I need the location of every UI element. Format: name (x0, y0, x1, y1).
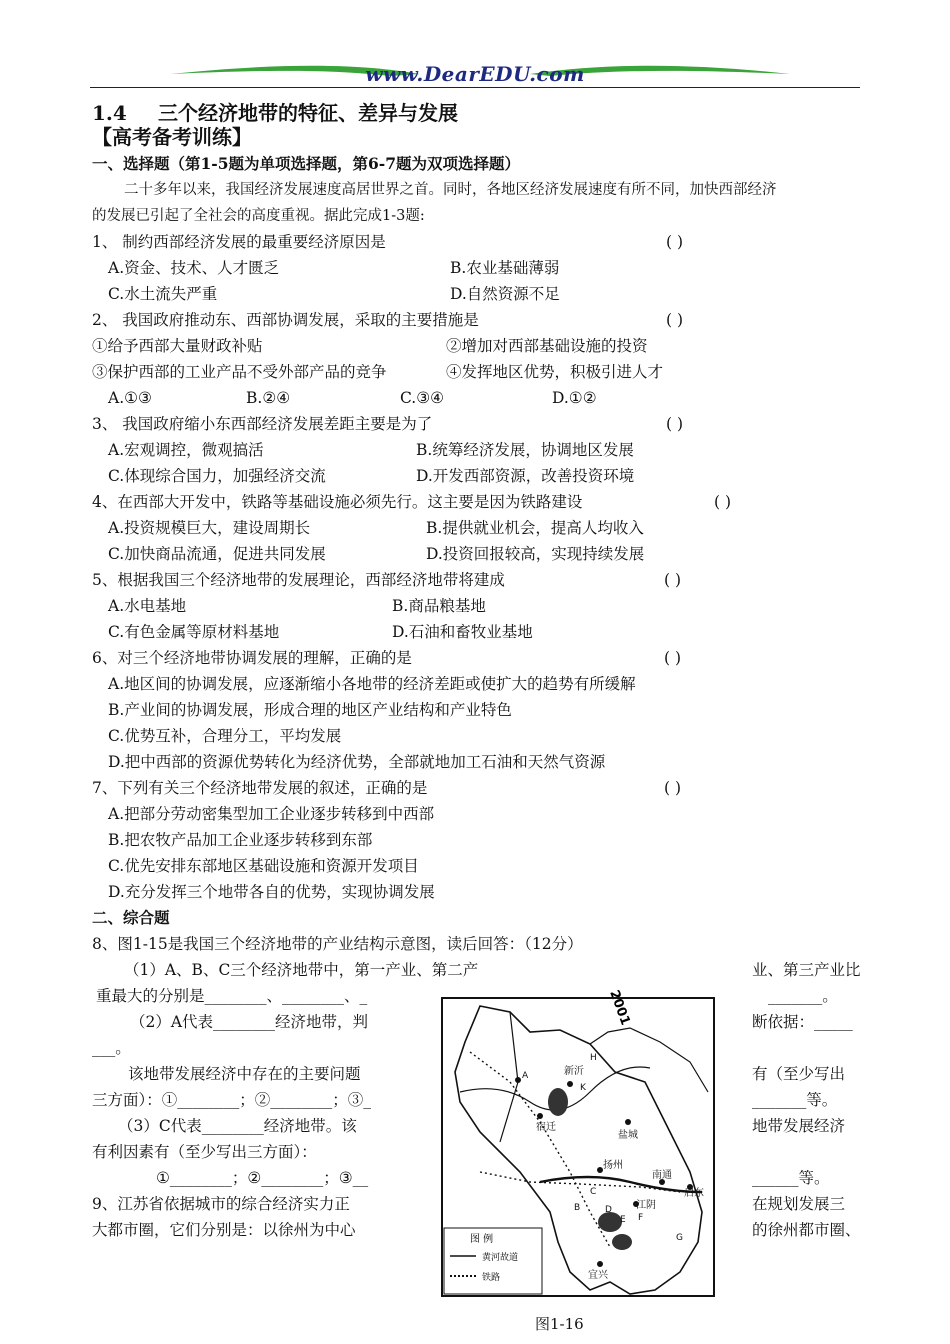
site-banner (90, 60, 860, 92)
q1-option-a: A.资金、技术、人才匮乏 (108, 259, 280, 277)
q1-option-d: D.自然资源不足 (450, 285, 560, 303)
lake-3 (612, 1234, 632, 1250)
q8-stem: 8、图1-15是我国三个经济地带的产业结构示意图，读后回答：（12分） (92, 935, 583, 953)
section-number: 1.4 (92, 101, 127, 125)
q2-item-1: ①给予西部大量财政补贴 (92, 337, 263, 355)
q9-line-1-right: 在规划发展三 (752, 1195, 846, 1213)
label-c: C (590, 1187, 597, 1197)
section1-heading: 一、选择题（第1-5题为单项选择题，第6-7题为双项选择题） (92, 154, 521, 173)
label-e: E (620, 1215, 626, 1225)
q3-option-c: C.体现综合国力，加强经济交流 (108, 467, 326, 485)
page-subtitle: 【高考备考训练】 (92, 125, 252, 149)
q6-stem: 6、对三个经济地带协调发展的理解，正确的是 (92, 649, 412, 667)
q7-option-d: D.充分发挥三个地带各自的优势，实现协调发展 (108, 883, 435, 901)
q1-stem: 1、 制约西部经济发展的最重要经济原因是 (92, 233, 386, 251)
railway-2 (480, 1172, 680, 1192)
intro-line-1: 二十多年以来，我国经济发展速度高居世界之首。同时，各地区经济发展速度有所不同，加快西部经济 (124, 182, 777, 198)
city-suqian: 宿迁 (536, 1122, 556, 1133)
city-qidong: 启东 (684, 1188, 704, 1199)
map-drawing (440, 972, 716, 1300)
q2-answer-paren: ( ) (666, 311, 684, 329)
q8-line-5-left: 该地带发展经济中存在的主要问题 (128, 1065, 361, 1083)
q8-line-6-right: _______等。 (752, 1091, 838, 1109)
q7-stem: 7、下列有关三个经济地带发展的叙述，正确的是 (92, 779, 428, 797)
q7-option-b: B.把农牧产品加工企业逐步转移到东部 (108, 831, 373, 849)
q8-line-1-right: 业、第三产业比 (752, 961, 861, 979)
city-yangzhou: 扬州 (603, 1160, 623, 1171)
q5-answer-paren: ( ) (664, 571, 682, 589)
jiangsu-map-figure (440, 972, 716, 1300)
label-f: F (638, 1213, 644, 1223)
q2-item-4: ④发挥地区优势，积极引进人才 (446, 363, 664, 381)
label-b: B (574, 1203, 581, 1213)
header-rule (90, 87, 860, 88)
railway-1 (470, 1052, 610, 1247)
q8-line-5-right: 有（至少写出 (752, 1065, 846, 1083)
intro-line-2: 的发展已引起了全社会的高度重视。据此完成1-3题: (92, 208, 425, 224)
q4-option-b: B.提供就业机会，提高人均收入 (426, 519, 644, 537)
q3-option-a: A.宏观调控，微观搞活 (108, 441, 264, 459)
q3-option-d: D.开发西部资源，改善投资环境 (416, 467, 635, 485)
legend-title: 图 例 (470, 1234, 494, 1245)
q3-answer-paren: ( ) (666, 415, 684, 433)
q1-option-b: B.农业基础薄弱 (450, 259, 560, 277)
q5-option-b: B.商品粮基地 (392, 597, 486, 615)
q2-item-2: ②增加对西部基础设施的投资 (446, 337, 648, 355)
q4-option-d: D.投资回报较高，实现持续发展 (426, 545, 645, 563)
q9-line-2-left: 大都市圈，它们分别是：以徐州为中心 (92, 1221, 356, 1239)
lake-1 (548, 1088, 568, 1116)
q9-line-1-left: 9、江苏省依据城市的综合经济实力正 (92, 1195, 350, 1213)
q1-option-c: C.水土流失严重 (108, 285, 218, 303)
q2-stem: 2、 我国政府推动东、西部协调发展，采取的主要措施是 (92, 311, 479, 329)
q2-option-b: B.②④ (246, 389, 291, 407)
q1-answer-paren: ( ) (666, 233, 684, 251)
q5-stem: 5、根据我国三个经济地带的发展理论，西部经济地带将建成 (92, 571, 505, 589)
page-title: 三个经济地带的特征、差异与发展 (158, 101, 458, 125)
q8-line-4: ___。 (92, 1039, 131, 1057)
q5-option-c: C.有色金属等原材料基地 (108, 623, 280, 641)
q8-line-8: 有利因素有（至少写出三方面）： (92, 1143, 317, 1161)
q5-option-a: A.水电基地 (108, 597, 187, 615)
coastline (590, 1028, 708, 1092)
figure-caption: 图1-16 (535, 1315, 584, 1333)
q8-line-2-right: _______。 (768, 987, 838, 1005)
q4-answer-paren: ( ) (714, 493, 732, 511)
q8-line-9-right: ______等。 (752, 1169, 830, 1187)
section2-heading: 二、综合题 (92, 908, 170, 927)
q6-option-d: D.把中西部的资源优势转化为经济优势，全部就地加工石油和天然气资源 (108, 753, 606, 771)
q6-option-a: A.地区间的协调发展，应逐渐缩小各地带的经济差距或使扩大的趋势有所缓解 (108, 675, 636, 693)
q8-line-3-left: （2）A代表________经济地带，判 (130, 1013, 369, 1031)
q8-line-7-left: （3）C代表________经济地带。该 (118, 1117, 357, 1135)
q8-line-1-left: （1）A、B、C三个经济地带中，第一产业、第二产 (124, 961, 479, 979)
city-nantong: 南通 (652, 1170, 672, 1181)
city-xinyi: 新沂 (564, 1066, 584, 1077)
q8-line-7-right: 地带发展经济 (752, 1117, 846, 1135)
q7-option-a: A.把部分劳动密集型加工企业逐步转移到中西部 (108, 805, 435, 823)
label-d: D (605, 1205, 612, 1215)
q3-stem: 3、 我国政府缩小东西部经济发展差距主要是为了 (92, 415, 433, 433)
legend-river-label: 黄河故道 (482, 1253, 519, 1263)
q8-line-6-left: 三方面）：①________；②________；③_ (92, 1091, 372, 1109)
yangtze-river (540, 1177, 702, 1192)
q8-line-9-left: ①________；②________；③__ (156, 1169, 369, 1187)
q6-option-c: C.优势互补，合理分工，平均发展 (108, 727, 342, 745)
q7-answer-paren: ( ) (664, 779, 682, 797)
q7-option-c: C.优先安排东部地区基础设施和资源开发项目 (108, 857, 419, 875)
q6-answer-paren: ( ) (664, 649, 682, 667)
q2-option-d: D.①② (552, 389, 597, 407)
q2-item-3: ③保护西部的工业产品不受外部产品的竞争 (92, 363, 387, 381)
q8-line-3-right: 断依据：_____ (752, 1013, 853, 1031)
q4-stem: 4、在西部大开发中，铁路等基础设施必须先行。这主要是因为铁路建设 (92, 493, 583, 511)
q3-option-b: B.统筹经济发展，协调地区发展 (416, 441, 634, 459)
label-g: G (676, 1233, 683, 1243)
map-rotated-label: 2001 (606, 988, 633, 1028)
q4-option-c: C.加快商品流通，促进共同发展 (108, 545, 326, 563)
legend-rail-label: 铁路 (482, 1273, 501, 1283)
q2-option-c: C.③④ (400, 389, 445, 407)
city-jiangyin: 江阴 (636, 1200, 656, 1211)
city-yancheng: 盐城 (618, 1130, 638, 1141)
q9-line-2-right: 的徐州都市圈、 (752, 1221, 861, 1239)
q8-line-2-left: 重最大的分别是________、________、_ (96, 987, 368, 1005)
city-yixing: 宜兴 (588, 1270, 608, 1281)
q4-option-a: A.投资规模巨大，建设周期长 (108, 519, 311, 537)
q6-option-b: B.产业间的协调发展，形成合理的地区产业结构和产业特色 (108, 701, 512, 719)
label-h: H (590, 1053, 597, 1063)
label-k: K (580, 1083, 586, 1093)
label-a: A (522, 1071, 529, 1081)
q5-option-d: D.石油和畜牧业基地 (392, 623, 533, 641)
q2-option-a: A.①③ (108, 389, 152, 407)
lake-2 (598, 1212, 622, 1232)
site-url: www.DearEDU.com (365, 62, 585, 86)
